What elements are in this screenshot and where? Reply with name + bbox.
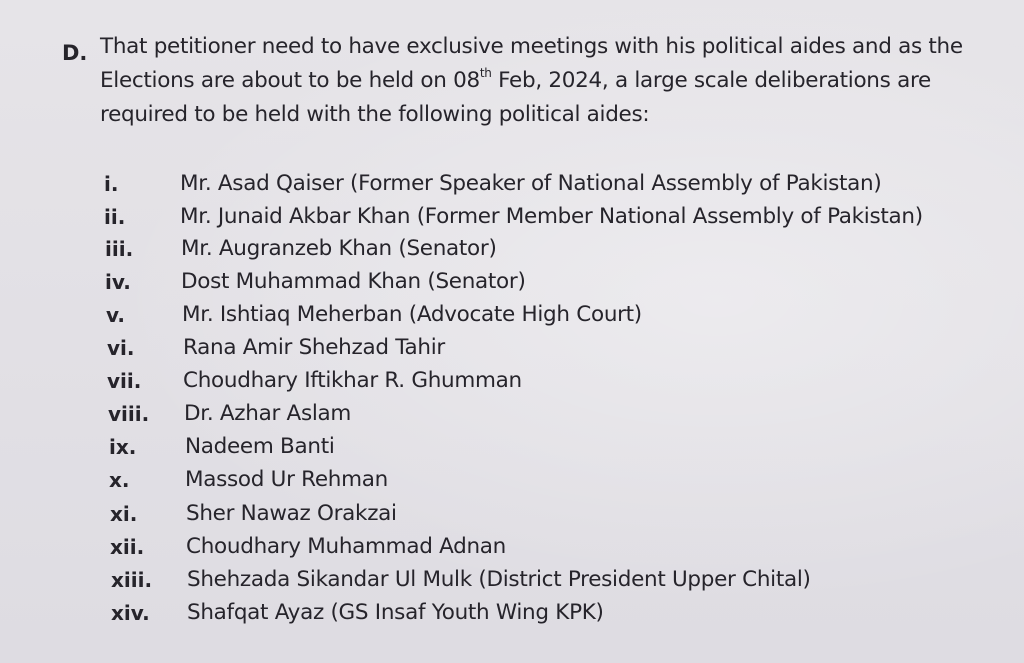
list-item-text: Sher Nawaz Orakzai xyxy=(186,501,397,526)
list-item-number: vii. xyxy=(107,369,142,393)
list-item-number: ix. xyxy=(109,435,137,459)
paragraph-letter: D. xyxy=(62,41,88,65)
list-item-number: xi. xyxy=(110,502,138,526)
list-item-text: Nadeem Banti xyxy=(185,434,335,459)
list-item-text: Massod Ur Rehman xyxy=(185,467,388,492)
list-item-text: Mr. Ishtiaq Meherban (Advocate High Court) xyxy=(182,302,642,327)
list-item-text: Mr. Junaid Akbar Khan (Former Member National Assembly of Pakistan) xyxy=(180,204,923,229)
list-item-text: Choudhary Muhammad Adnan xyxy=(186,534,506,559)
paragraph-text-end: Feb, 2024, a large scale deliberations are required to be held with the following political aides: xyxy=(100,68,931,127)
paragraph-superscript: th xyxy=(479,66,492,80)
list-item-text: Choudhary Iftikhar R. Ghumman xyxy=(183,368,522,393)
list-item-number: xiv. xyxy=(111,601,150,625)
list-item-number: iii. xyxy=(105,237,134,261)
list-item-number: x. xyxy=(109,468,130,492)
list-item-number: i. xyxy=(104,172,119,196)
list-item-number: iv. xyxy=(105,270,131,294)
list-item-number: ii. xyxy=(104,205,126,229)
list-item-text: Mr. Asad Qaiser (Former Speaker of National Assembly of Pakistan) xyxy=(180,171,882,196)
list-item-text: Shehzada Sikandar Ul Mulk (District President Upper Chital) xyxy=(187,567,811,592)
list-item-text: Dr. Azhar Aslam xyxy=(184,401,352,426)
paragraph-text-start: That petitioner need to have exclusive meetings with his political aides and as the Elections are about to be held on 08 xyxy=(100,34,963,93)
list-item-text: Rana Amir Shehzad Tahir xyxy=(183,335,445,360)
list-item-number: viii. xyxy=(108,402,150,426)
list-item-number: v. xyxy=(106,303,126,327)
list-item-number: vi. xyxy=(107,336,135,360)
list-item-text: Mr. Augranzeb Khan (Senator) xyxy=(181,236,497,261)
list-item-text: Shafqat Ayaz (GS Insaf Youth Wing KPK) xyxy=(187,600,604,625)
list-item-text: Dost Muhammad Khan (Senator) xyxy=(181,269,526,294)
list-item-number: xiii. xyxy=(111,568,153,592)
list-item-number: xii. xyxy=(110,535,145,559)
